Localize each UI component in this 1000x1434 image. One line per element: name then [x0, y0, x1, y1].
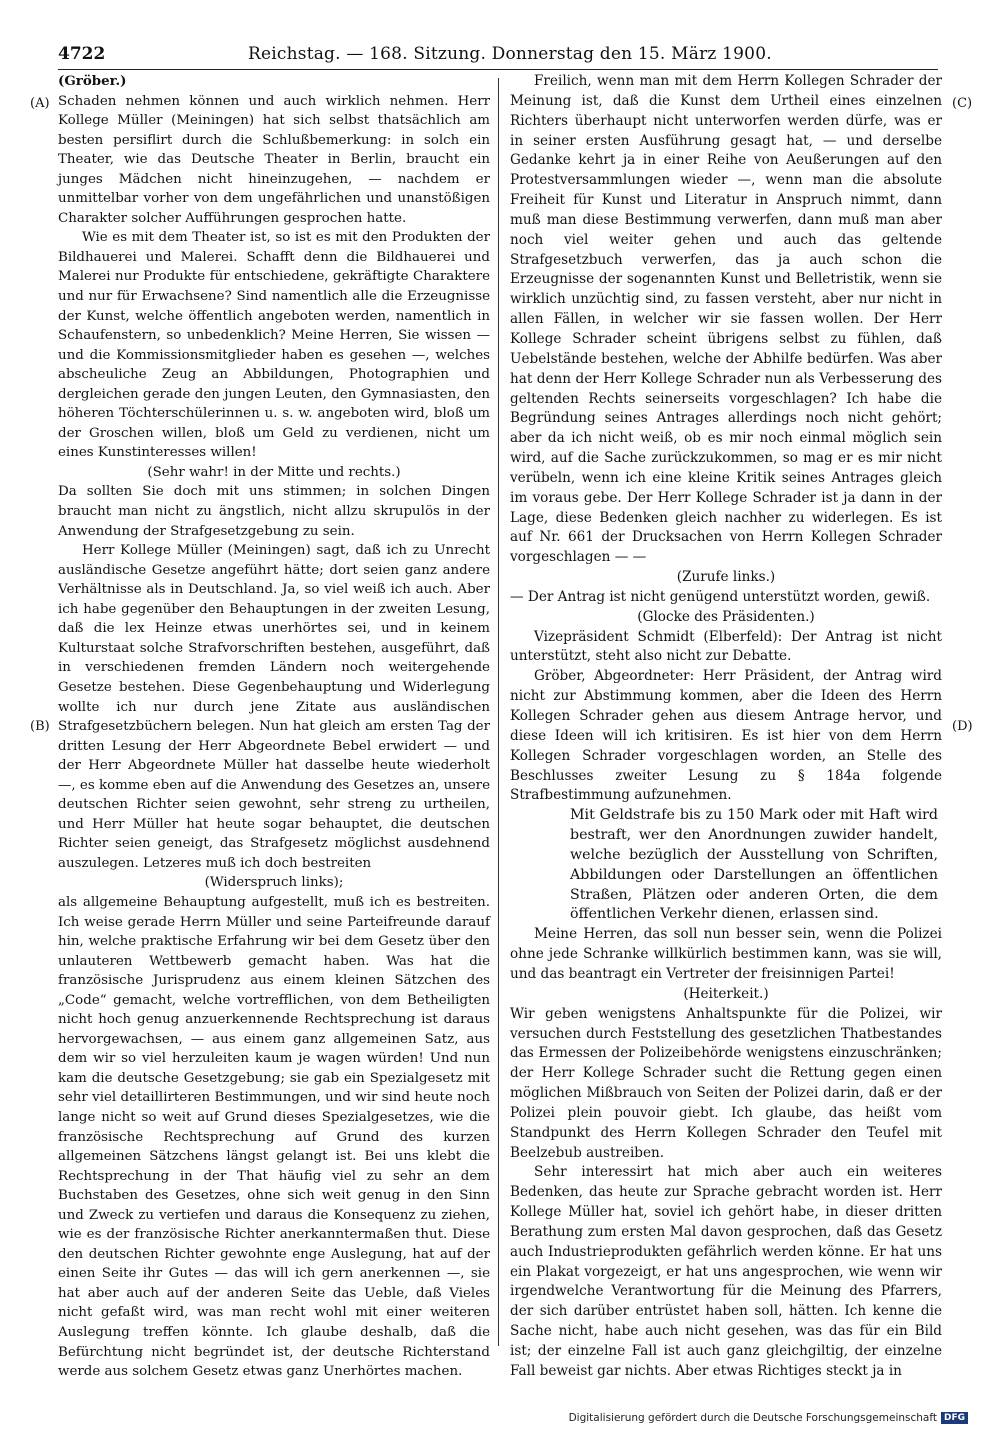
paragraph: — Der Antrag ist nicht genügend unterstützt worden, gewiß. [510, 588, 931, 605]
dfg-logo: DFG [941, 1412, 968, 1424]
paragraph: Vizepräsident Schmidt (Elberfeld): Der Antrag ist nicht unterstützt, steht also nicht zur Debatte. [510, 628, 942, 665]
left-column [58, 72, 490, 1382]
footer-credit [569, 1412, 968, 1424]
margin-mark-d: (D) [952, 719, 973, 734]
paragraph: Meine Herren, das soll nun besser sein, wenn die Polizei ohne jede Schranke willkürlich bestimmen kann, was sie will, und das beantragt ein Vertreter der freisinnigen Partei! [510, 926, 942, 982]
margin-mark-b: (B) [30, 719, 50, 734]
interjection: (Widerspruch links); [204, 875, 344, 891]
paragraph: Sehr interessirt hat mich aber auch ein weiteres Bedenken, das heute zur Sprache gebracht worden ist. Herr Kollege Müller hat, soviel ich gehört habe, in dieser dritten Berathung zum ersten Mal davon gesprochen, daß das Gesetz auch Industrieprodukten gefährlich werden könne. Er hat uns ein Plakat vorgezeigt, er hat uns angesprochen, wie wenn wir irgendwelche Verantwortung für die Meinung des Pfarrers, der sich darüber entrüstet haben soll, hätten. Ich kenne die Sache nicht, habe auch nicht gesehen, was das für ein Bild ist; der einzelne Fall ist auch ganz gleichgiltig, der einzelne Fall beweist gar nichts. Aber etwas Richtiges steckt ja in [510, 1164, 942, 1379]
paragraph: Wir geben wenigstens Anhaltspunkte für die Polizei, wir versuchen durch Feststellung des gesetzlichen Thatbestandes das Ermessen der Polizeibehörde wenigstens einzuschränken; der Herr Kollege Schrader sucht die Rettung gegen einen möglichen Mißbrauch von Seiten der Polizei darin, daß er der Polizei plein pouvoir giebt. Ich glaube, das heißt vom Standpunkt des Herrn Kollegen Schrader den Teufel mit Beelzebub austreiben. [510, 1005, 942, 1161]
interjection: (Glocke des Präsidenten.) [637, 608, 815, 625]
margin-mark-c: (C) [952, 96, 973, 111]
paragraph: Da sollten Sie doch mit uns stimmen; in solchen Dingen braucht man nicht zu ängstlich, nicht allzu skrupulös in der Anwendung der Strafgesetzgebung zu sein. [58, 484, 490, 539]
page-number: 4722 [58, 44, 106, 64]
running-title: Reichstag. — 168. Sitzung. Donnerstag den 15. März 1900. [248, 44, 772, 64]
interjection: (Sehr wahr! in der Mitte und rechts.) [147, 464, 401, 480]
page-header [58, 44, 938, 68]
paragraph: Freilich, wenn man mit dem Herrn Kollegen Schrader der Meinung ist, daß die Kunst dem Urtheil eines einzelnen Richters überhaupt nicht unterworfen werden dürfe, was er in seiner ersten Ausführung gesagt hat, — und derselbe Gedanke kehrt ja in einer Reihe von Aeußerungen auf den Protestversammlungen wieder —, wenn man die absolute Freiheit für Kunst und Literatur in Anspruch nimmt, dann muß man diese Bestimmung verwerfen, dann muß man aber noch viel weiter gehen und auch das geltende Strafgesetzbuch verwerfen, das ja auch schon die Erzeugnisse der sogenannten Kunst und Belletristik, wenn sie wirklich unzüchtig sind, zu fassen versteht, aber nur nicht in allen Fällen, in welcher wir sie fassen wollen. Der Herr Kollege Schrader scheint übrigens selbst zu fühlen, daß Uebelstände bestehen, welche der Abhilfe bedürfen. Was aber hat denn der Herr Kollege Schrader nun als Verbesserung des geltenden Rechts seinerseits vorgeschlagen? Ich habe die Begründung seines Antrages allerdings noch nicht gehört; aber da ich nicht weiß, ob es mir noch einmal möglich sein wird, auf die Sache zurückzukommen, so mag er es mir nicht verübeln, wenn ich eine kleine Kritik seines Antrages gleich im voraus gebe. Der Herr Kollege Schrader ist ja dann in der Lage, diese Bedenken gleich nachher zu widerlegen. Es ist auf Nr. 661 der Drucksachen von Herrn Kollegen Schrader vorgeschlagen — — [510, 73, 942, 566]
footer-credit-text: Digitalisierung gefördert durch die Deutsche Forschungsgemeinschaft [568, 1412, 937, 1424]
right-column [510, 72, 942, 1382]
paragraph: Wie es mit dem Theater ist, so ist es mit den Produkten der Bildhauerei und Malerei. Schafft denn die Bildhauerei und Malerei nur Produkte für entschiedene, gekräftigte Charaktere und nur für Erwachsene? Sind namentlich alle die Erzeugnisse der Kunst, welche öffentlich angeboten werden, namentlich in Schaufenstern, so unbedenklich? Meine Herren, Sie wissen — und die Kommissionsmitglieder haben es gesehen —, welches abscheuliche Zeug an Abbildungen, Photographien und dergleichen gerade den jungen Leuten, den Gymnasiasten, den höheren Töchterschülerinnen u. s. w. angeboten wird, bloß um der Groschen willen, bloß um Geld zu verdienen, nicht um eines Kunstinteresses willen! [58, 230, 490, 461]
interjection: (Heiterkeit.) [683, 985, 769, 1002]
header-rule [58, 69, 938, 70]
quoted-provision: Mit Geldstrafe bis zu 150 Mark oder mit Haft wird bestraft, wer den Anordnungen zuwider handelt, welche bezüglich der Ausstellung von Schriften, Abbildungen oder Darstellungen an öffentlichen Straßen, Plätzen oder anderen Orten, die dem öffentlichen Verkehr dienen, erlassen sind. [570, 807, 938, 923]
paragraph: Herr Kollege Müller (Meiningen) sagt, daß ich zu Unrecht ausländische Gesetze angeführt hätte; dort seien ganz andere Verhältnisse als in Deutschland. Ja, so viel weiß ich auch. Aber ich habe gegenüber den Behauptungen in der zweiten Lesung, daß die lex Heinze etwas unerhörtes sei, und in keinem Kulturstaat solche Strafvorschriften bestehen, ausgeführt, daß in verschiedenen fremden Ländern noch weitergehende Gesetze bestehen. Diese Gegenbehauptung und Widerlegung wollte ich nur durch jene Zitate aus ausländischen Strafgesetzbüchern belegen. Nun hat gleich am ersten Tag der dritten Lesung der Herr Abgeordnete Bebel erwidert — und der Herr Abgeordnete Müller hat dasselbe heute wiederholt —, es komme eben auf die Anwendung des Gesetzes an, unsere deutschen Richter seien gewohnt, sehr streng zu urtheilen, und Herr Müller hat heute sogar behauptet, die deutschen Richter seien geneigt, das Strafgesetz möglichst ausdehnend auszulegen. Letzeres muß ich doch bestreiten [58, 543, 490, 871]
interjection: (Zurufe links.) [676, 569, 776, 586]
speaker-label: (Gröber.) [58, 73, 127, 89]
column-divider [498, 78, 499, 1346]
paragraph: Gröber, Abgeordneter: Herr Präsident, der Antrag wird nicht zur Abstimmung kommen, aber die Ideen des Herrn Kollegen Schrader gehen aus diesem Antrage hervor, und diese Ideen will ich kritisiren. Es ist hier von dem Herrn Kollegen Schrader vorgeschlagen worden, an Stelle des Beschlusses zweiter Lesung zu § 184a folgende Strafbestimmung aufzunehmen. [510, 668, 942, 804]
paragraph: als allgemeine Behauptung aufgestellt, muß ich es bestreiten. Ich weise gerade Herrn Müller und seine Parteifreunde darauf hin, welche praktische Erfahrung wir bei dem Gesetz über den unlauteren Wettbewerb gemacht haben. Was hat die französische Jurisprudenz aus einem kleinen Sätzchen des „Code“ gemacht, welche vortrefflichen, von dem Betheiligten nicht hoch genug anzuerkennende Rechtsprechung ist daraus hervorgewachsen, — aus einem ganz allgemeinen Satz, aus dem wir so viel herzuleiten kaum je wagen würden! Und nun kam die deutsche Gesetzgebung; sie gab ein Spezialgesetz mit sehr viel detaillirteren Bestimmungen, und wir sind heute noch lange nicht so weit auf Grund dieses Spezialgesetzes, wie die französische Rechtsprechung auf Grund des kurzen allgemeinen Sätzchens längst gelangt ist. Bei uns klebt die Rechtsprechung in der That häufig viel zu sehr an dem Buchstaben des Gesetzes, ohne sich weit genug in den Sinn und Zweck zu vertiefen und daraus die Konsequenz zu ziehen, wie es der französische Richter anerkanntermaßen thut. Diese den deutschen Richter gewohnte enge Auslegung, hat auf der einen Seite ihr Gutes — das will ich gern anerkennen —, sie hat aber auch auf der anderen Seite das Ueble, daß Vieles nicht gefaßt wird, was man recht wohl mit einer weiteren Auslegung treffen könnte. Ich glaube deshalb, daß die Befürchtung nicht begründet ist, der deutsche Richterstand werde aus solchem Gesetz etwas ganz Unerhörtes machen. [58, 894, 490, 1380]
margin-mark-a: (A) [30, 96, 50, 111]
paragraph: Schaden nehmen können und auch wirklich nehmen. Herr Kollege Müller (Meiningen) hat sich selbst thatsächlich am besten persiflirt durch die Schlußbemerkung: in solch ein Theater, wie das Deutsche Theater in Berlin, braucht ein junges Mädchen nicht hineinzugehen, — nachdem er unmittelbar vorher von dem ungefährlichen und unanstößigen Charakter solcher Aufführungen gesprochen hatte. [58, 93, 490, 226]
